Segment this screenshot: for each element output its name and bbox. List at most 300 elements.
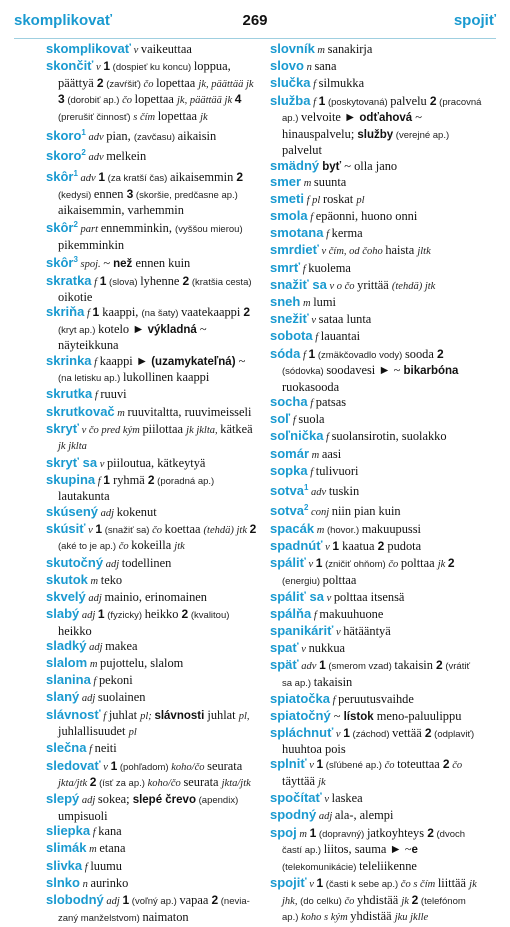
entry-text: m [314, 524, 327, 536]
dictionary-entry [270, 226, 482, 243]
dictionary-entry [270, 94, 482, 158]
entry-headword: splniť [270, 756, 307, 772]
dictionary-entry [270, 501, 482, 521]
entry-text: jk jhk, [282, 878, 477, 907]
dictionary-entry [46, 893, 260, 926]
entry-text: polttaa [400, 555, 438, 570]
entry-text: (kedysi) [58, 189, 94, 201]
entry-text: (smerom vzad) [325, 661, 395, 673]
entry-text: sataa lunta [318, 312, 372, 327]
entry-text: polttaa itsensä [333, 589, 405, 604]
entry-text: velvoite ► [301, 110, 360, 125]
entry-text: 2 [96, 75, 104, 90]
dictionary-entry [270, 429, 482, 446]
entry-text: kokenut [116, 504, 157, 519]
entry-text: tuskin [328, 484, 360, 499]
dictionary-entry [46, 473, 260, 504]
entry-headword: spáliť sa [270, 588, 324, 604]
entry-text: sokea; [97, 792, 133, 807]
entry-text: výkladná [147, 323, 197, 336]
entry-text: v [85, 524, 96, 536]
entry-text: lumi [313, 295, 336, 310]
entry-text: n [303, 62, 315, 74]
entry-text: polttaa [322, 572, 357, 587]
entry-text: todellinen [121, 555, 172, 570]
dictionary-entry [46, 556, 260, 573]
entry-text: takaisin [313, 675, 353, 690]
entry-text: 1 [73, 168, 78, 178]
entry-headword: spáliť [270, 554, 306, 570]
entry-text: 2 [427, 825, 434, 840]
entry-text: 2 [81, 148, 86, 158]
dictionary-entry [270, 395, 482, 412]
entry-text: adv [298, 661, 320, 673]
entry-text: ennen kuin [135, 256, 191, 271]
entry-text: (hovor.) [326, 524, 362, 536]
dictionary-entry [46, 456, 260, 473]
entry-text: (pohľadom) [117, 761, 172, 773]
entry-text: sana [314, 59, 337, 74]
entry-text: juhlat [108, 707, 141, 722]
entry-text: täyttää [282, 773, 319, 788]
entry-headword: skoro [46, 128, 82, 144]
entry-text: pudota [384, 538, 422, 553]
entry-text: adj [79, 610, 98, 622]
dictionary-entry [46, 792, 260, 823]
entry-text: (nevia-zaný manželstvom) [58, 895, 250, 924]
entry-headword: skomplikovať [46, 41, 131, 56]
entry-text: v [306, 760, 317, 772]
entry-text: adj [103, 558, 122, 570]
entry-text: jtk [174, 541, 185, 553]
entry-text: lístok [343, 711, 374, 724]
entry-headword: slimák [46, 840, 87, 856]
entry-text: aasi [321, 446, 342, 461]
dictionary-entry [46, 824, 260, 841]
entry-text: patsas [315, 394, 347, 409]
entry-text: 2 [447, 555, 455, 570]
entry-text: 2 [436, 658, 443, 673]
entry-text: spoj. [77, 259, 104, 271]
entry-text: 1 [316, 875, 324, 890]
entry-text: 2 [442, 757, 450, 772]
dictionary-entry [46, 305, 260, 353]
entry-headword: smotana [270, 225, 324, 241]
entry-headword: socha [270, 393, 308, 409]
dictionary-entry [270, 464, 482, 481]
entry-text: teleliikenne [359, 858, 417, 873]
entry-text: (záchod) [349, 728, 393, 740]
entry-text: v [130, 45, 141, 56]
entry-text: (kvalitou) [188, 610, 230, 622]
right-column [270, 42, 482, 926]
entry-text: f [100, 710, 109, 722]
entry-text: aikaisemmin, varhemmin [58, 203, 184, 218]
entry-text: hätääntyä [343, 624, 391, 639]
entry-text: 3 [73, 255, 78, 265]
entry-headword: sliepka [46, 823, 91, 839]
entry-headword: skryť sa [46, 454, 98, 470]
entry-headword: slobodný [46, 891, 104, 907]
entry-text: umpisuoli [58, 808, 108, 823]
entry-text: naimaton [142, 909, 189, 924]
entry-text: ruuvitaltta, ruuvimeisseli [127, 404, 252, 419]
entry-text: (zavčasu) [133, 132, 178, 144]
entry-text: m [87, 659, 101, 671]
entry-text: koho/čo [171, 761, 208, 773]
entry-text: f [307, 397, 316, 409]
entry-text: suolansirotin, suolakko [331, 429, 447, 444]
entry-text: čo [344, 895, 357, 907]
entry-text: aikaisin [177, 129, 217, 144]
entry-text: f pl [303, 194, 323, 206]
entry-text: toteuttaa [397, 757, 443, 772]
entry-text: v [97, 458, 107, 470]
entry-headword: smer [270, 173, 302, 189]
entry-text: koettaa [164, 521, 204, 536]
entry-text: pekoni [98, 673, 133, 688]
dictionary-entry [270, 658, 482, 691]
entry-text: adj [86, 641, 106, 653]
entry-headword: soľ [270, 411, 291, 427]
entry-text: (do celku) [300, 895, 345, 907]
entry-text: v [323, 592, 334, 604]
entry-text: vettää [392, 725, 425, 740]
dictionary-entry [46, 759, 260, 792]
entry-text: jku jklle [394, 912, 429, 924]
entry-text: v [306, 878, 317, 890]
entry-headword: skriňa [46, 304, 85, 320]
dictionary-entry [270, 709, 482, 725]
entry-headword: smädný [270, 157, 320, 173]
entry-text: adj [103, 895, 123, 907]
entry-text: jk, päättää jk [198, 78, 254, 90]
entry-headword: spať [270, 640, 299, 656]
entry-text: čo [388, 558, 401, 570]
entry-text: byť [322, 160, 342, 173]
dictionary-entry [270, 826, 482, 876]
entry-text: jk [437, 558, 448, 570]
dictionary-entry [270, 329, 482, 346]
entry-text: aurinko [90, 875, 129, 890]
entry-text: nukkua [308, 641, 346, 656]
entry-text: (sódovka) [282, 366, 327, 378]
entry-headword: smola [270, 208, 308, 224]
entry-text: ala-, alempi [334, 808, 394, 823]
entry-headword: skôr [46, 255, 74, 271]
entry-text: kana [98, 824, 122, 839]
dictionary-entry [270, 295, 482, 312]
entry-headword: spadnúť [270, 537, 323, 553]
entry-headword: slepý [46, 791, 80, 807]
entry-text: f [307, 212, 316, 224]
entry-text: lauantai [320, 329, 361, 344]
entry-text: 2 [211, 892, 219, 907]
entry-text: v [298, 644, 309, 656]
entry-text: (vrátiť sa ap.) [282, 661, 471, 690]
dictionary-entry [46, 167, 260, 218]
entry-text: m [309, 449, 322, 461]
entry-headword: smrť [270, 259, 301, 275]
entry-text: kokeilla [131, 538, 175, 553]
entry-text: soodavesi ► ~ [326, 363, 404, 378]
entry-headword: slnko [46, 874, 80, 890]
entry-text: f [311, 609, 320, 621]
entry-text: 3 [126, 186, 134, 201]
entry-text: v [93, 62, 104, 74]
entry-text: než [113, 258, 136, 271]
entry-headword: skrutkovač [46, 403, 115, 419]
entry-text: luumu [90, 858, 122, 873]
entry-text: yhdistää [350, 909, 395, 924]
entry-text: čo [449, 760, 463, 772]
entry-text: kaatua [339, 538, 378, 553]
entry-text: 1 [303, 482, 309, 492]
dictionary-entry [270, 791, 482, 808]
entry-text: heikko [144, 607, 182, 622]
entry-headword: soľnička [270, 428, 324, 444]
entry-text: čo [384, 760, 398, 772]
entry-text: ~ olla jano [341, 158, 398, 173]
entry-text: liitos, sauma ► ~ [323, 842, 412, 857]
entry-text: (zavŕšiť) [103, 78, 144, 90]
entry-text: (telefónom ap.) [282, 895, 466, 924]
entry-text: 1 [98, 169, 106, 184]
dictionary-entry [46, 218, 260, 252]
dictionary-entry [46, 354, 260, 387]
entry-text: ennemminkin, [100, 221, 176, 236]
entry-text: makuuhuone [319, 606, 384, 621]
entry-headword: skončiť [46, 58, 94, 74]
entry-text: suola [298, 412, 325, 427]
entry-text: adj [85, 592, 105, 604]
entry-text: v čím, od čoho [318, 246, 386, 258]
dictionary-entry [270, 876, 482, 926]
dictionary-entry [270, 607, 482, 624]
entry-text: vapaa [179, 892, 212, 907]
entry-text: 1 [332, 538, 340, 553]
entry-headword: slečna [46, 740, 87, 756]
entry-headword: sneh [270, 294, 301, 310]
entry-headword: skryť [46, 420, 79, 436]
dictionary-entry [270, 42, 482, 59]
entry-text: jltk [417, 246, 431, 258]
entry-text: ~ [235, 353, 246, 368]
entry-text: peruutusvaihde [338, 692, 414, 707]
entry-headword: spiatočka [270, 691, 330, 707]
entry-text: adj [79, 795, 98, 807]
entry-headword: slabý [46, 606, 80, 622]
entry-text: (sľúbené ap.) [323, 760, 385, 772]
entry-text: f [312, 332, 321, 344]
left-guide-word: skomplikovať [14, 12, 113, 29]
entry-text: v čo pred kým [78, 424, 143, 436]
dictionary-entry [270, 539, 482, 556]
entry-text: liittää [437, 875, 470, 890]
dictionary-entry [46, 590, 260, 607]
entry-text: ~ [103, 256, 114, 271]
entry-headword: sopka [270, 462, 308, 478]
entry-text: (skoršie, predčasne ap.) [133, 189, 238, 201]
entry-text: epäonni, huono onni [315, 209, 418, 224]
entry-text: yrittää [357, 277, 392, 292]
entry-text: e [411, 844, 418, 857]
entry-text: čo [122, 95, 135, 107]
entry-text: adj [79, 693, 98, 705]
entry-headword: skôr [46, 220, 74, 236]
entry-text: v o čo [326, 280, 358, 292]
entry-text: f [323, 229, 332, 241]
entry-headword: slanina [46, 672, 91, 688]
dictionary-entry [46, 59, 260, 125]
entry-text: v [333, 728, 344, 740]
dictionary-entry [46, 859, 260, 876]
entry-text: služby [357, 128, 394, 141]
entry-text: melkein [106, 149, 147, 164]
entry-text: adj [98, 507, 117, 519]
entry-headword: somár [270, 445, 310, 461]
entry-text: aikaisemmin [169, 169, 237, 184]
entry-text: jk jklta, [186, 424, 221, 436]
entry-text: part [77, 224, 101, 236]
entry-headword: spoj [270, 824, 297, 840]
dictionary-entry [270, 726, 482, 757]
dictionary-entry [46, 656, 260, 673]
entry-text: piiloutua, kätkeytyä [106, 455, 206, 470]
entry-text: 2 [436, 346, 444, 361]
right-guide-word: spojiť [453, 12, 496, 29]
dictionary-entry [270, 192, 482, 209]
entry-text: 1 [110, 758, 118, 773]
entry-text: seurata [207, 758, 243, 773]
entry-headword: skvelý [46, 588, 86, 604]
entry-headword: snažiť sa [270, 276, 327, 292]
entry-text: (tehdä) jtk [391, 280, 436, 292]
page-header [14, 8, 496, 39]
entry-text: palvelut [282, 143, 322, 158]
entry-text: f [323, 432, 332, 444]
entry-text: lopettaa [156, 75, 199, 90]
entry-text: 2 [181, 607, 189, 622]
entry-headword: sobota [270, 328, 313, 344]
entry-text: (ísť za ap.) [96, 778, 148, 790]
entry-text: (snažiť sa) [102, 524, 153, 536]
entry-text: koho s kým [301, 912, 351, 924]
entry-headword: slovo [270, 58, 304, 74]
entry-text: čo [143, 78, 157, 90]
entry-headword: skratka [46, 272, 92, 288]
entry-text: lopettaa [134, 92, 177, 107]
entry-text: f [307, 466, 316, 478]
entry-text: heikko [58, 623, 92, 638]
entry-text: f [91, 356, 100, 368]
entry-headword: skrinka [46, 352, 92, 368]
dictionary-entry [46, 405, 260, 422]
entry-text: (tehdä) jtk [203, 524, 250, 536]
entry-headword: spláchnuť [270, 724, 334, 740]
left-column [46, 42, 260, 927]
entry-text: ~ näyteikkuna [58, 321, 207, 353]
entry-text: piilottaa [142, 421, 187, 436]
dictionary-entry [270, 412, 482, 429]
entry-text: f [90, 827, 99, 839]
entry-text: 1 [122, 892, 130, 907]
entry-text: adv [77, 172, 99, 184]
entry-text: (dospieť ku koncu) [110, 62, 194, 74]
dictionary-entry [46, 607, 260, 638]
entry-text: sanakirja [327, 42, 373, 56]
entry-text: 2 [303, 503, 309, 513]
dictionary-entry [46, 841, 260, 858]
dictionary-entry [46, 673, 260, 690]
entry-headword: späť [270, 657, 299, 673]
dictionary-entry [46, 573, 260, 590]
entry-text: jk [401, 895, 412, 907]
dictionary-entry [270, 590, 482, 607]
entry-headword: spiatočný [270, 708, 331, 724]
dictionary-entry [46, 690, 260, 707]
entry-text: v [333, 627, 344, 639]
entry-text: ruuvi [100, 387, 127, 402]
entry-headword: slalom [46, 655, 88, 671]
entry-headword: sledovať [46, 757, 101, 773]
entry-text: 2 [182, 273, 190, 288]
dictionary-entry [270, 59, 482, 76]
entry-headword: spálňa [270, 605, 312, 621]
dictionary-entry [46, 42, 260, 59]
entry-text: (zmäkčovadlo vody) [315, 349, 405, 361]
entry-text: 1 [97, 607, 105, 622]
entry-text: jk jklta [58, 441, 87, 453]
entry-text: palvelu [390, 93, 430, 108]
entry-text: v [100, 761, 111, 773]
entry-text: 2 [73, 220, 78, 230]
entry-text: kotelo ► [98, 321, 148, 336]
entry-text: (uzamykateľná) [151, 355, 236, 368]
entry-text: m [114, 407, 128, 419]
entry-text: 2 [424, 725, 432, 740]
entry-text: kuolema [308, 260, 351, 275]
entry-text: niin pian kuin [331, 504, 401, 519]
dictionary-entry [270, 347, 482, 395]
entry-headword: spacák [270, 520, 315, 536]
entry-headword: skôr [46, 168, 74, 184]
entry-text: 1 [319, 658, 326, 673]
entry-headword: smeti [270, 190, 304, 206]
entry-text: 1 [81, 128, 86, 138]
entry-text: (na šaty) [141, 308, 182, 320]
entry-text: pl [128, 727, 137, 739]
dictionary-entry [270, 278, 482, 295]
entry-text: jatkoyhteys [366, 825, 428, 840]
dictionary-entry [270, 243, 482, 260]
entry-text: (verejné ap.) [393, 129, 450, 141]
entry-text: ennen [93, 186, 127, 201]
entry-headword: skúsený [46, 503, 99, 519]
entry-text: (časti k sebe ap.) [323, 878, 401, 890]
page-number: 269 [242, 12, 268, 29]
entry-text: (fyzicky) [104, 610, 145, 622]
entry-text: (odplaviť) [431, 728, 475, 740]
entry-text: f [300, 263, 309, 275]
entry-text: (kryt ap.) [58, 324, 99, 336]
entry-text: f [290, 415, 299, 427]
entry-text: (voľný ap.) [129, 895, 180, 907]
entry-text: m [296, 828, 310, 840]
entry-text: vaatekaappi [181, 305, 244, 320]
entry-text: čo [152, 524, 165, 536]
entry-text: (na letisku ap.) [58, 373, 123, 385]
